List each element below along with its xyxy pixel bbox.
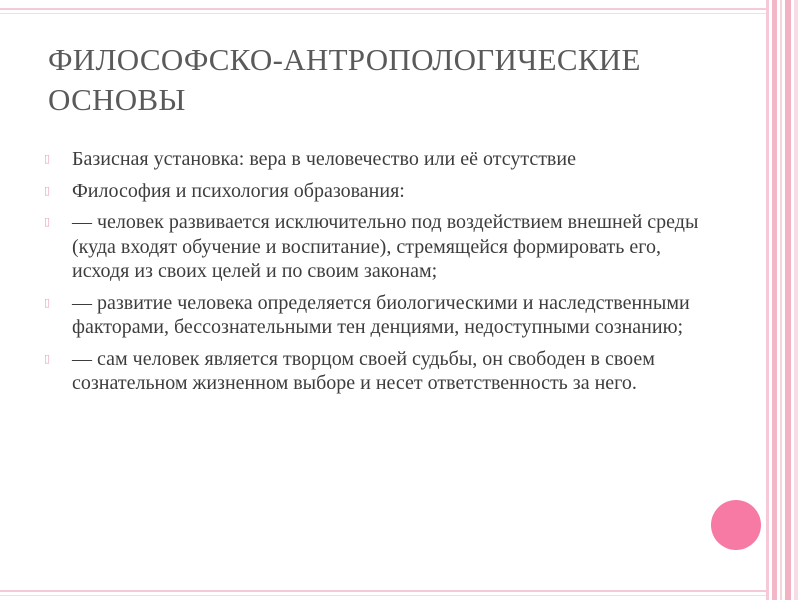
slide-title: ФИЛОСОФСКО-АНТРОПОЛОГИЧЕСКИЕ ОСНОВЫ	[48, 42, 641, 117]
bottom-border-line	[0, 590, 766, 592]
bullet-text: Базисная установка: вера в человечество или её отсутствие	[72, 148, 576, 170]
decorative-stripe	[772, 0, 777, 600]
bullet-item	[42, 147, 702, 172]
bullet-text: — сам человек является творцом своей судьбы, он свободен в своем сознательном жизненном выборе и несет ответственность за него.	[72, 347, 655, 394]
decorative-stripe	[766, 0, 769, 600]
bottom-border-line-thin	[0, 595, 766, 596]
bullet-item	[42, 347, 702, 396]
top-border-line-thin	[0, 13, 766, 14]
outlined-square-icon: ▯	[44, 351, 51, 365]
outlined-square-icon: ▯	[44, 183, 51, 197]
outlined-square-icon: ▯	[44, 152, 51, 165]
outlined-square-icon: ▯	[44, 215, 51, 228]
bullet-item	[42, 210, 702, 284]
bullet-item	[42, 179, 702, 204]
top-border-line	[0, 8, 766, 10]
bullet-text: — развитие человека определяется биологическими и наследственными факторами, бессознательными тен денциями, недоступными сознанию;	[72, 291, 690, 338]
decorative-stripe	[780, 0, 782, 600]
bullet-text: — человек развивается исключительно под воздействием внешней среды (куда входят обучение и воспитание), стремящейся формировать его, исходя из своих целей и по своим законам;	[72, 211, 699, 282]
decorative-stripe	[785, 0, 791, 600]
bullet-list	[42, 147, 702, 403]
decorative-stripe	[794, 0, 798, 600]
bullet-item	[42, 291, 702, 340]
outlined-square-icon: ▯	[44, 295, 51, 309]
bullet-text: Философия и психология образования:	[72, 179, 405, 202]
decorative-circle	[711, 500, 761, 550]
